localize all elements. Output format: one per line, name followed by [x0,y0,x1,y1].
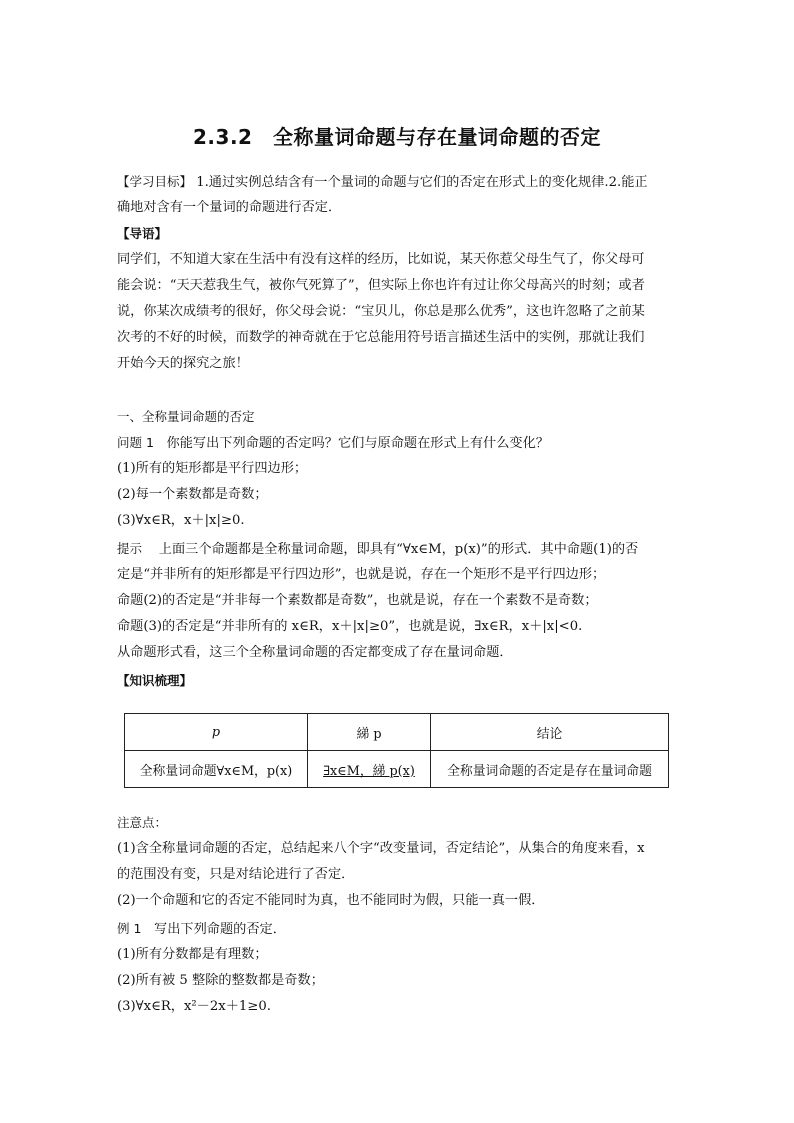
intro-line: 次考的不好的时候，而数学的神奇就在于它总能用符号语言描述生活中的实例，那就让我们 [117,330,645,345]
table-cell: 全称量词命题的否定是存在量词命题 [431,751,669,788]
hint-line: 命题(3)的否定是“并非所有的 x∈R，x＋|x|≥0”，也就是说，∃x∈R，x＋|x|<0. [117,619,583,634]
hint-line: 命题(2)的否定是“并非每一个素数都是奇数”，也就是说，存在一个素数不是奇数； [117,593,598,608]
objectives-line-2: 确地对含有一个量词的命题进行否定． [117,200,342,215]
objectives-text-1: 1.通过实例总结含有一个量词的命题与它们的否定在形式上的变化规律.2.能正 [196,175,648,190]
section-heading: 一、全称量词命题的否定 [117,409,255,424]
table-cell: 全称量词命题∀x∈M，p(x) [125,751,308,788]
question-1 [117,431,677,456]
table-row [125,751,669,788]
example-label: 例 1 [117,921,142,936]
hint-label: 提示 [117,541,143,556]
table-header: p [125,714,308,751]
hint-line-1 [117,537,677,562]
hint-text: 上面三个命题都是全称量词命题，即具有“∀x∈M，p(x)”的形式．其中命题(1)的否 [158,542,639,557]
notes-label: 注意点： [117,815,168,830]
question-label: 问题 1 [117,435,154,450]
example-text: 写出下列命题的否定． [154,922,286,937]
notes-line: 的范围没有变，只是对结论进行了否定． [117,867,355,882]
intro-line: 说，你某次成绩考的很好，你父母会说：“宝贝儿，你总是那么优秀”，这也许忽略了之前某 [117,304,645,319]
question-text: 你能写出下列命题的否定吗？它们与原命题在形式上有什么变化？ [166,436,549,451]
table-header: 结论 [431,714,669,751]
intro-label: 【导语】 [117,226,168,241]
knowledge-label: 【知识梳理】 [117,673,193,688]
example-item: (3)∀x∈R，x²－2x＋1≥0. [117,999,271,1014]
notes-line: (1)含全称量词命题的否定，总结起来八个字“改变量词，否定结论”，从集合的角度来看，x [117,841,645,856]
page-title: 2.3.2 全称量词命题与存在量词命题的否定 [193,125,601,149]
hint-line: 从命题形式看，这三个全称量词命题的否定都变成了存在量词命题． [117,645,513,660]
notes-line: (2)一个命题和它的否定不能同时为真，也不能同时为假，只能一真一假． [117,893,545,908]
intro-line: 能会说：“天天惹我生气，被你气死算了”，但实际上你也许有过让你父母高兴的时刻；或者 [117,278,645,293]
knowledge-table [124,713,669,788]
question-item: (2)每一个素数都是奇数； [117,487,268,502]
table-header-row [125,714,669,751]
intro-line: 同学们，不知道大家在生活中有没有这样的经历，比如说，某天你惹父母生气了，你父母可 [117,252,645,267]
table-cell: ∃x∈M，綈 p(x) [308,751,431,788]
objectives-line-1 [117,170,677,195]
example-item: (2)所有被 5 整除的整数都是奇数； [117,973,324,988]
example-1 [117,917,677,942]
question-item: (1)所有的矩形都是平行四边形； [117,461,308,476]
question-item: (3)∀x∈R，x＋|x|≥0. [117,513,245,528]
example-item: (1)所有分数都是有理数； [117,947,268,962]
table-header: 綈 p [308,714,431,751]
intro-line: 开始今天的探究之旅！ [117,356,249,371]
hint-line: 定是“并非所有的矩形都是平行四边形”，也就是说，存在一个矩形不是平行四边形； [117,567,606,582]
objectives-label: 【学习目标】 [117,174,193,189]
